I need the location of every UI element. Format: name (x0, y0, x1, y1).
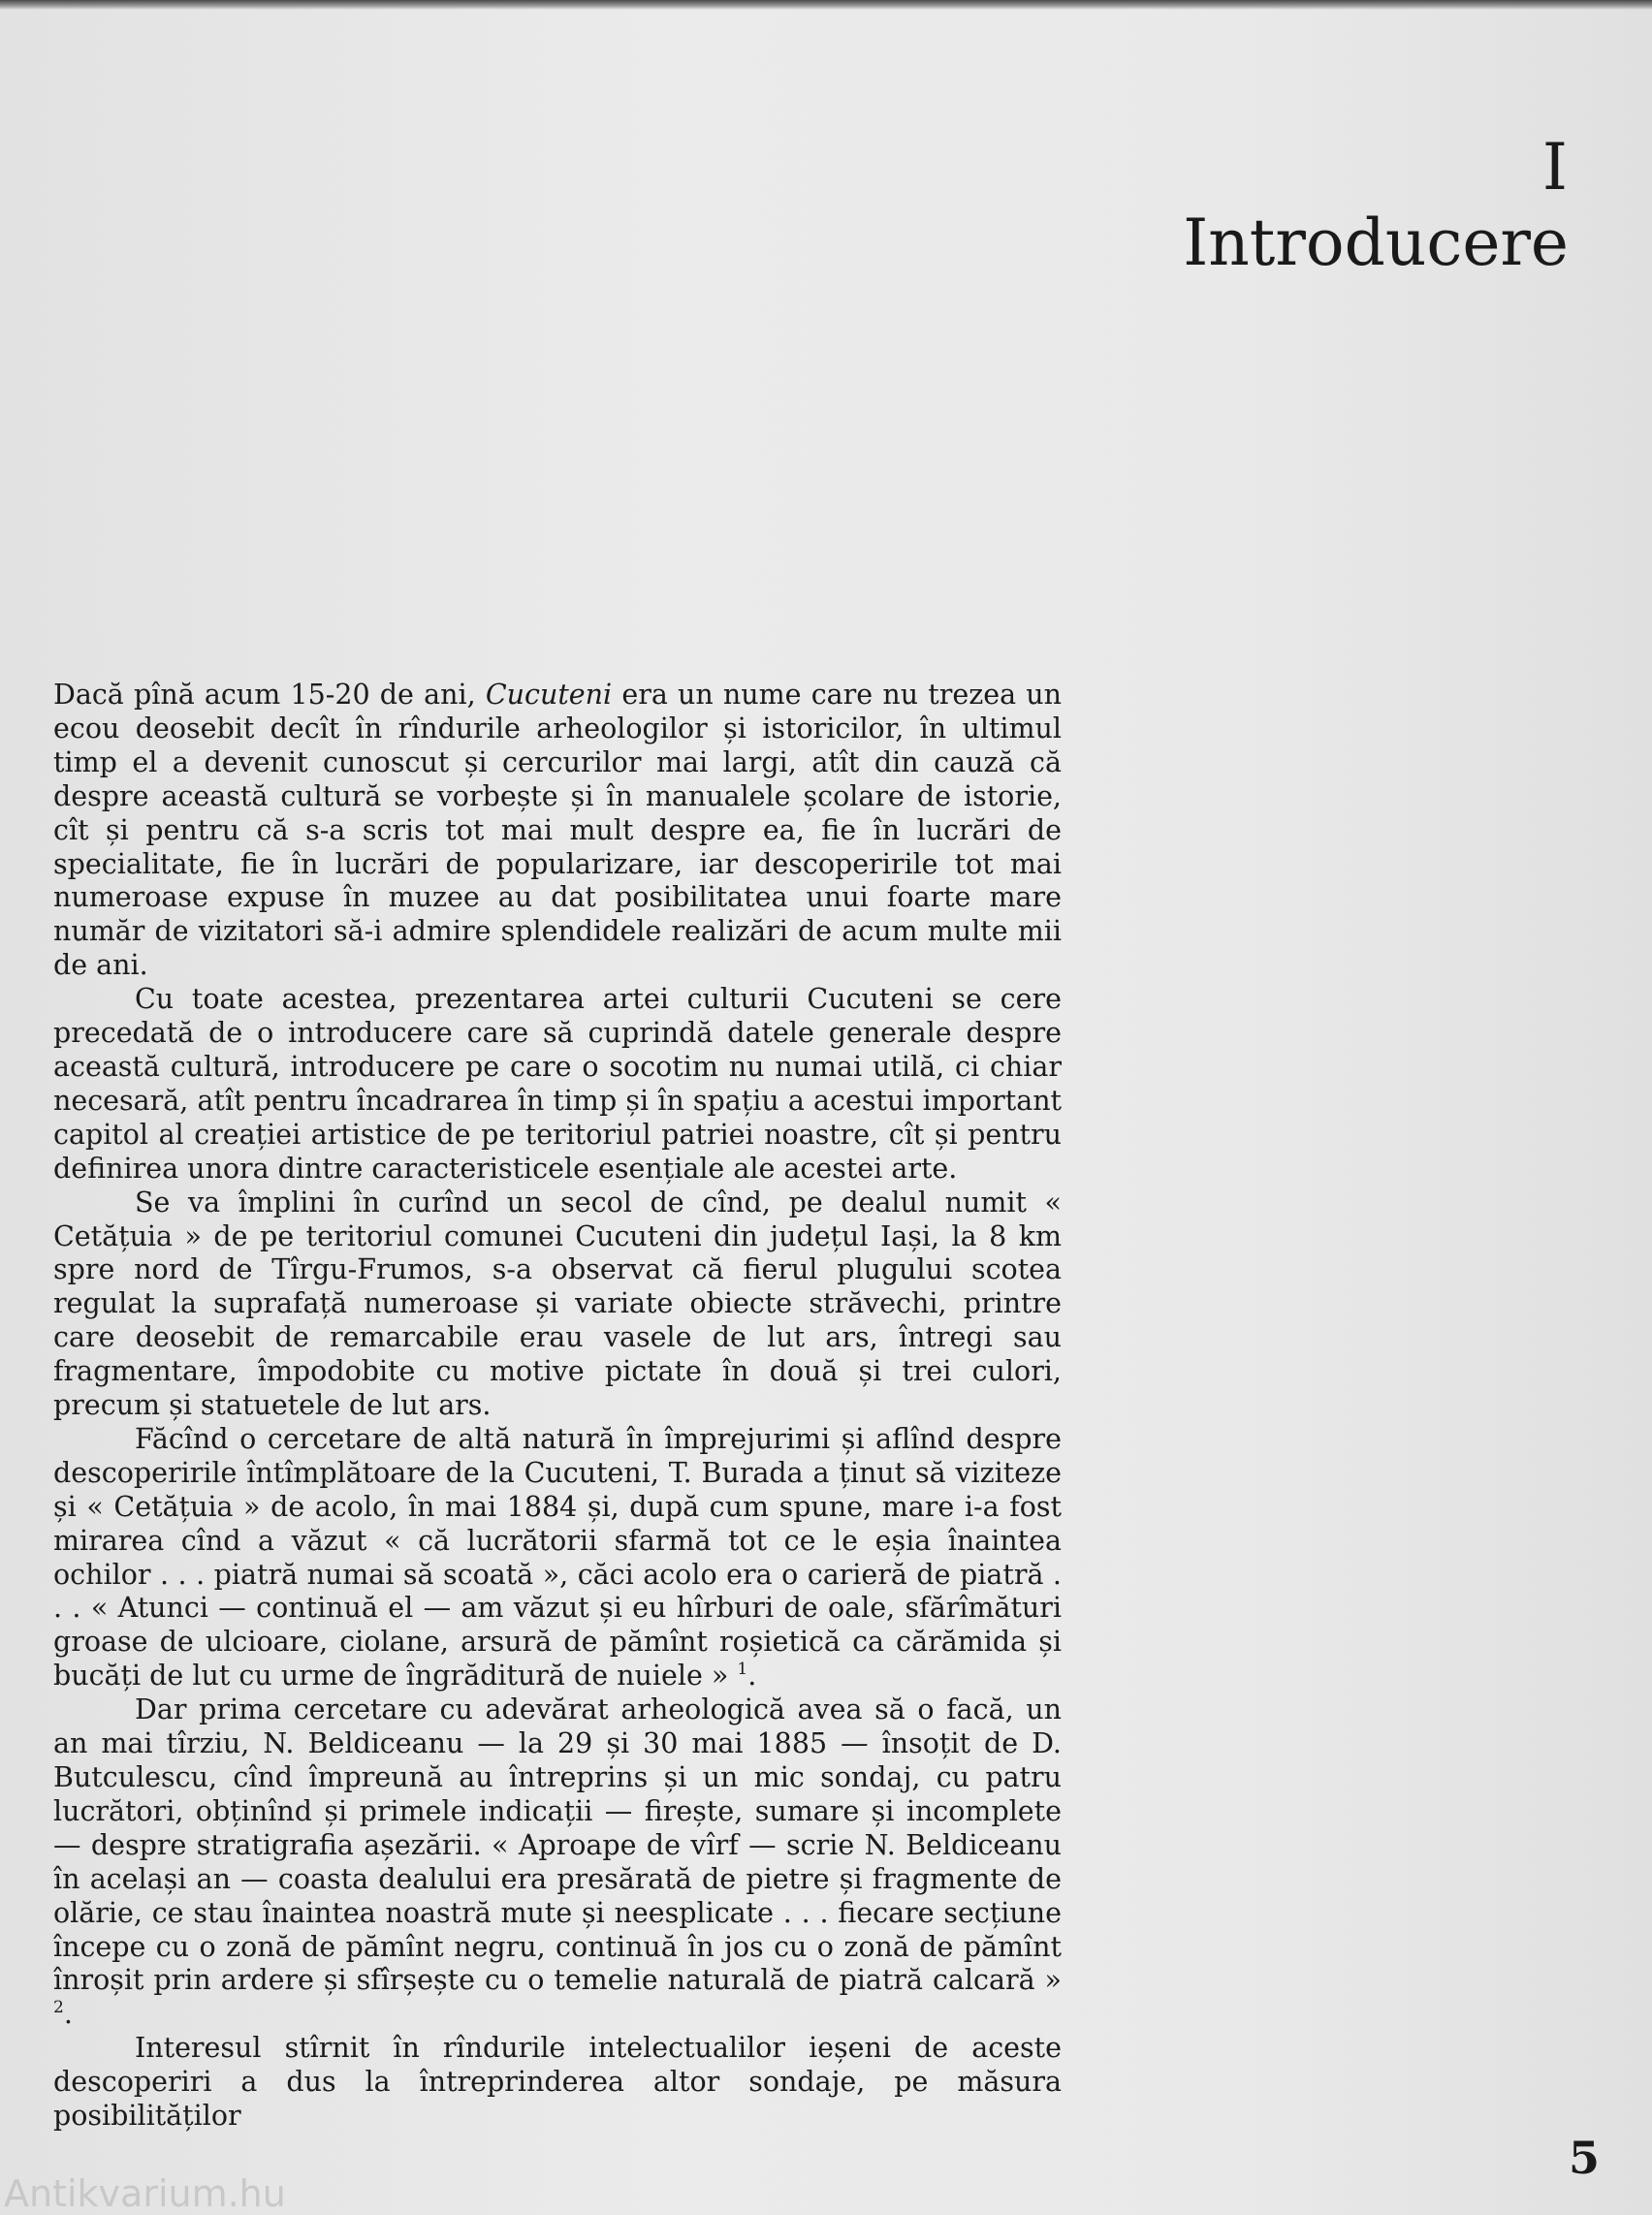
paragraph-4 (53, 1423, 1062, 1693)
paragraph-1 (53, 679, 1062, 983)
chapter-number: I (1541, 130, 1569, 205)
body-text (53, 679, 1062, 2134)
paragraph-5 (53, 1693, 1062, 2032)
paragraph-4-text: Făcînd o cercetare de altă natură în împrejurimi și aflînd despre descoperirile întîmplătoare de la Cucuteni, T. Burada a ținut să viziteze și « Cetățuia » de acolo, în mai 1884 și, după cum spune, mare i-a fost mirarea cînd a văzut « că lucrătorii sfarmă tot ce le eșia înaintea ochilor . . . piatră numai să scoată », căci acolo era o carieră de piatră . . . « Atunci — continuă el — am văzut și eu hîrburi de oale, sfărîmături groase de ulcioare, ciolane, arsură de pămînt roșietică ca cărămida și bucăți de lut cu urme de îngrăditură de nuiele » (53, 1422, 1062, 1693)
page-top-edge-shadow (0, 0, 1652, 10)
chapter-title: Introducere (1183, 206, 1569, 280)
paragraph-3 (53, 1187, 1062, 1423)
paragraph-3-text: Se va împlini în curînd un secol de cînd, pe dealul numit « Cetățuia » de pe teritoriul comunei Cucuteni din județul Iași, la 8 km spre nord de Tîrgu-Frumos, s-a observat că fierul plugului scotea regulat la suprafață numeroase și variate obiecte străvechi, printre care deosebit de remarcabile erau vasele de lut ars, întregi sau fragmentare, împodobite cu motive pictate în două și trei culori, precum și statuetele de lut ars. (53, 1186, 1062, 1422)
paragraph-5-tail: . (63, 1998, 73, 2031)
footnote-ref-1: 1 (737, 1660, 748, 1680)
footnote-ref-2: 2 (53, 1998, 64, 2018)
watermark: Antikvarium.hu (4, 2172, 286, 2215)
paragraph-2-text: Cu toate acestea, prezentarea artei culturii Cucuteni se cere precedată de o introducere care să cuprindă datele generale despre această cultură, introducere pe care o socotim nu numai utilă, ci chiar necesară, atît pentru încadrarea în timp și în spațiu a acestui important capitol al creației artistice de pe teritoriul patriei noastre, cît și pentru definirea unora dintre caracteristicele esențiale ale acestei arte. (53, 983, 1062, 1185)
paragraph-1-lead: Dacă pînă acum 15-20 de ani, (53, 679, 486, 711)
paragraph-2 (53, 983, 1062, 1186)
page-number: 5 (1568, 2132, 1600, 2184)
paragraph-6-text: Interesul stîrnit în rîndurile intelectualilor ieșeni de aceste descoperiri a dus la întreprinderea altor sondaje, pe măsura posibilităților (53, 2032, 1062, 2133)
paragraph-6 (53, 2032, 1062, 2134)
paragraph-4-tail: . (747, 1660, 757, 1693)
paragraph-1-text: era un nume care nu trezea un ecou deosebit decît în rîndurile arheologilor și istoricilor, în ultimul timp el a devenit cunoscut și cercurilor mai largi, atît din cauză că despre această cultură se vorbește și în manualele școlare de istorie, cît și pentru că s-a scris tot mai mult despre ea, fie în lucrări de specialitate, fie în lucrări de popularizare, iar descoperirile tot mai numeroase expuse în muzee au dat posibilitatea unui foarte mare număr de vizitatori să-i admire splendidele realizări de acum multe mii de ani. (53, 679, 1063, 982)
paragraph-1-italic-term: Cucuteni (485, 679, 613, 711)
paragraph-5-text: Dar prima cercetare cu adevărat arheologică avea să o facă, un an mai tîrziu, N. Beldiceanu — la 29 și 30 mai 1885 — însoțit de D. Butculescu, cînd împreună au întreprins și un mic sondaj, cu patru lucrători, obținînd și primele indicații — firește, sumare și incomplete — despre stratigrafia așezării. « Aproape de vîrf — scrie N. Beldiceanu în același an — coasta dealului era presărată de pietre și fragmente de olărie, ce stau înaintea noastră mute și neesplicate . . . fiecare secțiune începe cu o zonă de pămînt negru, continuă în jos cu o zonă de pămînt înroșit prin ardere și sfîrșește cu o temelie naturală de piatră calcară » (53, 1693, 1062, 1997)
